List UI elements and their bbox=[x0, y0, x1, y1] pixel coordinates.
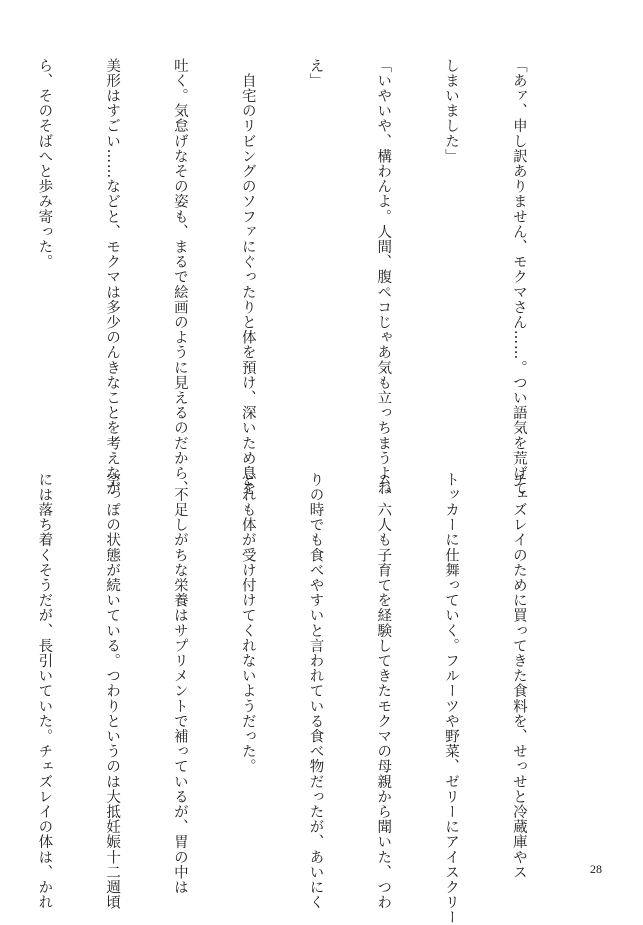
text-line: には落ち着くそうだが、長引いていた。チェズレイの体は、かれ bbox=[36, 472, 53, 910]
text-line: 「あァ、申し訳ありません、モクマさん……。つい語気を荒げて bbox=[510, 58, 527, 496]
text-line: 美形はすごい……などと、モクマは多少のんきなことを考えなが bbox=[104, 58, 121, 496]
text-line: しまいました」 bbox=[443, 58, 460, 164]
text-line: チェズレイのために買ってきた食料を、せっせと冷蔵庫やス bbox=[510, 472, 527, 880]
text-line: りの時でも食べやすいと言われている食べ物だったが、あいにく bbox=[307, 472, 324, 910]
text-line: 吐く。気怠げなその姿も、まるで絵画のように見えるのだから、 bbox=[171, 58, 188, 496]
text-line: トッカーに仕舞っていく。フルーツや野菜、ゼリーにアイスクリー bbox=[443, 472, 460, 925]
upper-text-block bbox=[36, 58, 575, 496]
text-line: ム。六人も子育てを経験してきたモクマの母親から聞いた、つわ bbox=[375, 472, 392, 910]
text-line: 自宅のリビングのソファにぐったりと体を預け、深いため息を bbox=[239, 58, 256, 496]
text-line: どれも体が受け付けてくれないようだった。 bbox=[239, 472, 256, 774]
text-line: 空っぽの状態が続いている。つわりというのは大抵妊娠十二週頃 bbox=[104, 472, 121, 910]
text-line: ら、そのそばへと歩み寄った。 bbox=[36, 58, 53, 270]
text-line: 不足しがちな栄養はサプリメントで補っているが、胃の中は bbox=[171, 472, 188, 895]
lower-text-block bbox=[36, 472, 575, 925]
page-number: 28 bbox=[590, 862, 602, 876]
text-line: 「いやいや、構わんよ。人間、腹ペコじゃあ気も立っちまうよね bbox=[375, 58, 392, 496]
text-line: え」 bbox=[307, 58, 324, 89]
